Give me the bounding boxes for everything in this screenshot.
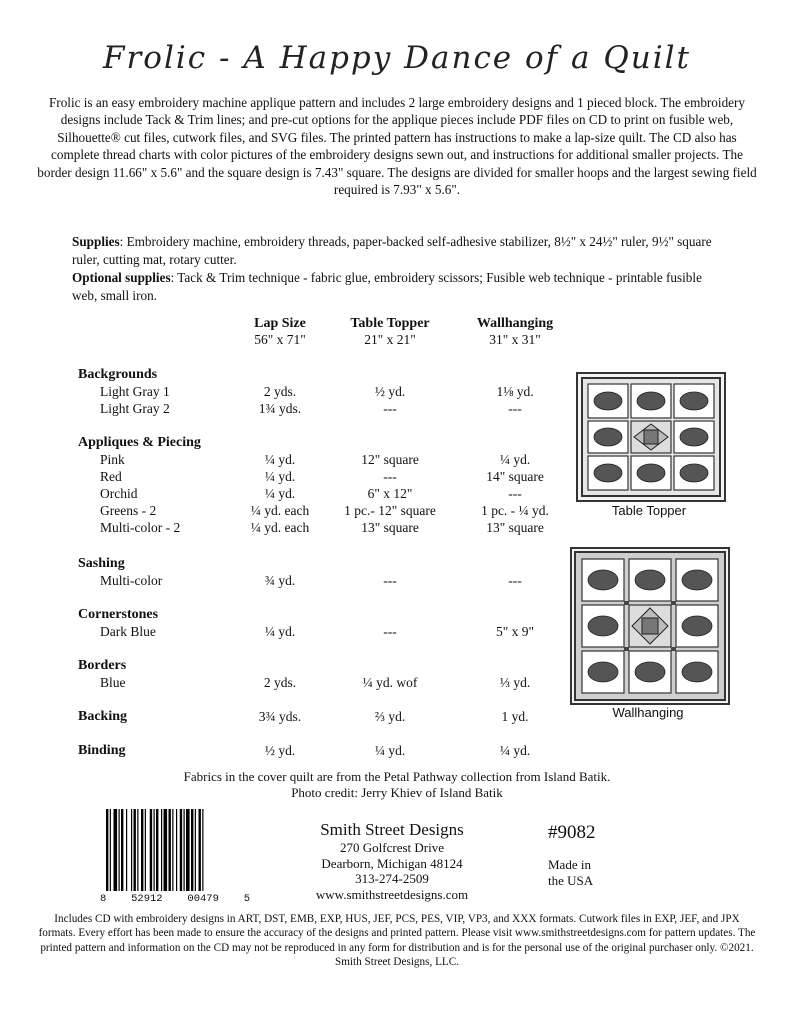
credit-photo: Photo credit: Jerry Khiev of Island Batik <box>291 785 503 800</box>
item-label: Light Gray 1 <box>100 384 170 399</box>
column-name: Wallhanging <box>476 316 554 331</box>
table-topper-image <box>576 372 726 502</box>
table-cell: ⅓ yd. <box>499 675 531 690</box>
table-cell: --- <box>383 624 397 639</box>
photo-credit <box>0 769 794 801</box>
barcode-number <box>100 893 250 905</box>
section-label: Cornerstones <box>78 607 159 622</box>
table-cell: ½ yd. <box>264 743 296 758</box>
table-topper-caption: Table Topper <box>611 503 687 518</box>
barcode-bar <box>164 809 168 891</box>
made-in-label: Made in <box>548 857 591 872</box>
barcode-bar <box>119 809 120 891</box>
table-cell: ¼ yd. <box>264 624 296 639</box>
barcode-bar <box>137 809 138 891</box>
pattern-number: #9082 <box>548 822 596 843</box>
table-cell: ¼ yd. each <box>250 520 310 535</box>
optional-supplies-text: : Tack & Trim technique - fabric glue, embroidery scissors; Fusible web technique - printable fusible web, small iron. <box>72 270 702 303</box>
item-label: Pink <box>100 452 125 467</box>
table-cell: --- <box>383 469 397 484</box>
barcode-bar <box>172 809 173 891</box>
barcode-digit: 52912 <box>131 893 163 905</box>
page-title: Frolic - A Happy Dance of a Quilt <box>102 40 692 76</box>
barcode-bar <box>180 809 182 891</box>
barcode-digit: 8 <box>100 893 107 905</box>
wallhanging-caption: Wallhanging <box>612 705 684 720</box>
barcode-bar <box>161 809 162 891</box>
barcode-bar <box>106 809 108 891</box>
barcode <box>104 809 244 894</box>
barcode-bar <box>169 809 171 891</box>
company-block <box>292 820 492 902</box>
barcode-bar <box>176 809 177 891</box>
item-label: Orchid <box>100 486 138 501</box>
column-size: 21" x 21" <box>364 332 416 347</box>
table-cell: 3¾ yds. <box>258 709 302 724</box>
barcode-bar <box>195 809 196 891</box>
barcode-digit: 00479 <box>187 893 219 905</box>
table-cell: --- <box>508 486 522 501</box>
item-label: Light Gray 2 <box>100 401 170 416</box>
barcode-bar <box>141 809 143 891</box>
item-label: Dark Blue <box>100 624 156 639</box>
section-label: Backing <box>78 709 128 724</box>
optional-supplies-label: Optional supplies <box>72 270 171 285</box>
table-cell: 1 yd. <box>501 709 529 724</box>
table-cell: 2 yds. <box>263 384 297 399</box>
item-label: Blue <box>100 675 126 690</box>
table-cell: ⅔ yd. <box>374 709 406 724</box>
optional-supplies-line <box>72 269 712 305</box>
barcode-bar <box>145 809 146 891</box>
table-cell: ¼ yd. wof <box>362 675 418 690</box>
table-cell: ¼ yd. <box>499 743 531 758</box>
barcode-bar <box>134 809 136 891</box>
table-row <box>0 743 794 761</box>
supplies-line <box>72 233 712 269</box>
barcode-bar <box>121 809 123 891</box>
made-country: the USA <box>548 873 594 888</box>
supplies-label: Supplies <box>72 234 120 249</box>
section-label: Binding <box>78 743 126 758</box>
table-cell: 13" square <box>361 520 419 535</box>
barcode-bar <box>184 809 185 891</box>
barcode-bar <box>202 809 203 891</box>
barcode-bar <box>131 809 132 891</box>
column-size: 31" x 31" <box>489 332 541 347</box>
barcode-bar <box>186 809 190 891</box>
supplies-section <box>72 233 712 305</box>
table-cell: ½ yd. <box>374 384 406 399</box>
column-header-wallhanging <box>445 316 585 348</box>
barcode-bar <box>114 809 118 891</box>
barcode-bar <box>156 809 158 891</box>
company-name: Smith Street Designs <box>320 820 464 839</box>
item-label: Red <box>100 469 122 484</box>
company-address1: 270 Golfcrest Drive <box>340 840 444 855</box>
made-in-usa <box>548 857 593 889</box>
barcode-bar <box>191 809 193 891</box>
section-label: Sashing <box>78 556 125 571</box>
table-cell: 6" x 12" <box>367 486 413 501</box>
section-label: Borders <box>78 658 127 673</box>
table-cell: --- <box>383 401 397 416</box>
barcode-bar <box>154 809 155 891</box>
table-cell: ¼ yd. <box>374 743 406 758</box>
barcode-bar <box>126 809 127 891</box>
barcode-bar <box>199 809 201 891</box>
barcode-bar <box>110 809 111 891</box>
table-cell: ¼ yd. <box>499 452 531 467</box>
table-cell: 14" square <box>486 469 544 484</box>
intro-paragraph: Frolic is an easy embroidery machine applique pattern and includes 2 large embroidery designs and 1 pieced block. The embroidery designs include Tack & Trim lines; and pre-cut options for the applique pieces include PDF files on CD to print on fusible web, Silhouette® cut files, cutwork files, and SVG files. The printed pattern has instructions to make a lap-size quilt. The CD also has complete thread charts with color pictures of the embroidery designs sewn out, and instructions for additional smaller projects. The border design 11.66" x 5.6" and the square design is 7.43" square. The designs are divided for smaller hoops and the largest sewing field required is 7.93" x 5.6". <box>37 95 757 198</box>
column-name: Table Topper <box>350 316 430 331</box>
column-name: Lap Size <box>254 316 306 331</box>
wallhanging-image <box>570 547 730 705</box>
supplies-text: : Embroidery machine, embroidery threads, paper-backed self-adhesive stabilizer, 8½" x 24½" ruler, 9½" square ruler, cutting mat, rotary cutter. <box>72 234 712 267</box>
table-cell: ¼ yd. each <box>250 503 310 518</box>
table-cell: 5" x 9" <box>495 624 535 639</box>
section-label: Appliques & Piecing <box>78 435 201 450</box>
table-cell: 13" square <box>486 520 544 535</box>
table-cell: 1 pc.- 12" square <box>344 503 436 518</box>
table-cell: --- <box>508 401 522 416</box>
table-cell: 1 pc. - ¼ yd. <box>481 503 549 518</box>
credit-fabrics: Fabrics in the cover quilt are from the Petal Pathway collection from Island Batik. <box>183 769 611 784</box>
column-header-table-topper <box>320 316 460 348</box>
table-cell: ¼ yd. <box>264 486 296 501</box>
item-label: Greens - 2 <box>100 503 157 518</box>
table-row <box>0 520 794 538</box>
company-address2: Dearborn, Michigan 48124 <box>321 855 463 871</box>
section-label: Backgrounds <box>78 367 158 382</box>
barcode-digit: 5 <box>243 893 250 905</box>
table-topper-drawing <box>578 374 724 500</box>
table-cell: --- <box>508 573 522 588</box>
table-cell: 2 yds. <box>263 675 297 690</box>
table-cell: 12" square <box>361 452 419 467</box>
table-cell: ¾ yd. <box>264 573 296 588</box>
table-cell: ¼ yd. <box>264 452 296 467</box>
item-label: Multi-color <box>100 573 163 588</box>
column-size: 56" x 71" <box>254 332 306 347</box>
footer-notice: Includes CD with embroidery designs in ART, DST, EMB, EXP, HUS, JEF, PCS, PES, VIP, VP3, and XXX formats. Cutwork files in EXP, JEF, and JPX formats. Every effort has been made to ensure the accuracy of the designs and printed pattern. Please visit www.smithstreetdesigns.com for pattern updates. The printed pattern and information on the CD may not be reproduced in any form for distribution and is for the personal use of the original purchaser only. ©2021. Smith Street Designs, LLC. <box>38 913 756 969</box>
table-cell: 1⅛ yd. <box>496 384 534 399</box>
company-website: www.smithstreetdesigns.com <box>315 886 469 902</box>
company-phone: 313-274-2509 <box>355 871 429 886</box>
item-label: Multi-color - 2 <box>100 520 181 535</box>
barcode-bar <box>150 809 152 891</box>
table-cell: ¼ yd. <box>264 469 296 484</box>
wallhanging-drawing <box>572 549 728 703</box>
table-cell: --- <box>383 573 397 588</box>
table-cell: 1¾ yds. <box>258 401 302 416</box>
